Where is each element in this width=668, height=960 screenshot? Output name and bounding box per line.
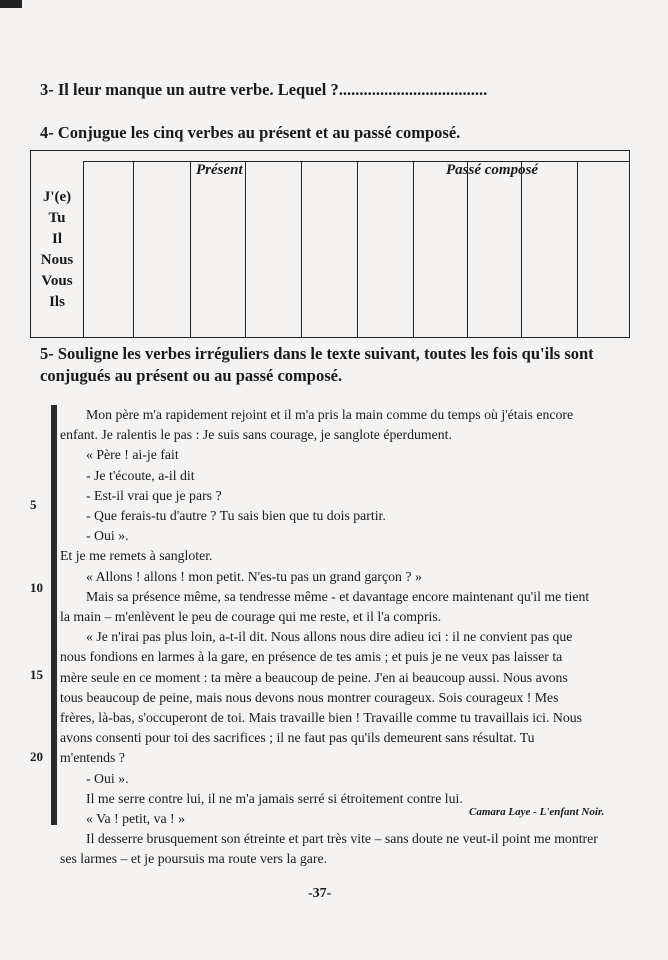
header-passe-compose: Passé composé: [446, 162, 539, 178]
passage-line: m'entends ?: [60, 750, 125, 766]
pronoun: Tu: [48, 210, 66, 226]
passage-line: tous beaucoup de peine, mais nous devons nous montrer courageux. Sois courageux ! Mes: [60, 689, 559, 705]
passage-line: Mon père m'a rapidement rejoint et il m'a pris la main comme du temps où j'étais encore: [86, 407, 574, 422]
passage-line: « Père ! ai-je fait: [86, 447, 179, 463]
passage-line: - Que ferais-tu d'autre ? Tu sais bien que tu dois partir.: [86, 508, 386, 524]
table-header-line: [83, 161, 629, 162]
question-5: 5- Souligne les verbes irréguliers dans le texte suivant, toutes les fois qu'ils sont conjugués au présent ou au passé composé.: [40, 344, 594, 385]
pronoun: Vous: [41, 273, 73, 289]
passage-margin-bar: [51, 405, 57, 825]
passage-line: avons consenti pour toi des sacrifices ; il ne faut pas qu'ils demeurent sans résultat. Tu: [60, 730, 535, 746]
line-number: 20: [30, 749, 43, 764]
passage-line: - Oui ».: [86, 528, 129, 544]
passage-line: Il me serre contre lui, il ne m'a jamais serré si étroitement contre lui.: [86, 790, 463, 806]
line-number: 15: [30, 667, 43, 682]
table-col-line: [83, 161, 84, 337]
passage-line: nous fondions en larmes à la gare, en présence de tes amis ; et puis je ne veux pas laisser ta: [60, 649, 563, 665]
conjugation-table: [30, 150, 630, 338]
table-col-line: [245, 161, 246, 337]
table-col-line: [521, 161, 522, 337]
table-col-line: [301, 161, 302, 337]
page-number: -37-: [308, 886, 332, 901]
table-col-line: [577, 161, 578, 337]
pronoun: Il: [51, 231, 62, 247]
citation: Camara Laye - L'enfant Noir.: [469, 806, 605, 818]
passage-line: - Est-il vrai que je pars ?: [86, 487, 222, 503]
table-col-line: [190, 161, 191, 337]
pronoun: Nous: [40, 252, 74, 268]
passage-line: mère seule en ce moment : ta mère a beaucoup de peine. J'en ai beaucoup aussi. Nous avons: [60, 669, 568, 685]
pronoun: Ils: [49, 294, 65, 310]
pronoun-list: [31, 187, 83, 313]
pronoun: J'(e): [42, 189, 72, 205]
line-number: 5: [30, 497, 37, 512]
reading-passage: [60, 405, 620, 870]
line-number: 10: [30, 580, 43, 595]
passage-line: - Je t'écoute, a-il dit: [86, 467, 195, 483]
header-present: Présent: [196, 162, 243, 178]
passage-line: enfant. Je ralentis le pas : Je suis sans courage, je sanglote éperdument.: [60, 427, 452, 443]
table-col-line: [133, 161, 134, 337]
table-col-line: [413, 161, 414, 337]
passage-line: « Va ! petit, va ! »: [86, 811, 185, 827]
passage-line: frères, là-bas, s'occuperont de toi. Mais travaille bien ! Travaille comme tu travaillais ici. Nous: [60, 710, 583, 726]
scan-corner-mark: [0, 0, 22, 8]
question-4: 4- Conjugue les cinq verbes au présent et au passé composé.: [40, 123, 461, 142]
passage-line: Et je me remets à sangloter.: [60, 548, 213, 564]
passage-line: Il desserre brusquement son étreinte et part très vite – sans doute ne veut-il point me montrer: [86, 831, 598, 847]
passage-line: « Je n'irai pas plus loin, a-t-il dit. Nous allons nous dire adieu ici : il ne convient pas que: [86, 629, 573, 645]
passage-line: ses larmes – et je poursuis ma route vers la gare.: [60, 851, 328, 867]
question-3: 3- Il leur manque un autre verbe. Lequel ?....................................: [40, 80, 488, 99]
passage-line: Mais sa présence même, sa tendresse même - et davantage encore maintenant qu'il me tient: [86, 588, 590, 604]
table-col-line: [357, 161, 358, 337]
table-col-line: [467, 161, 468, 337]
passage-line: la main – m'enlèvent le peu de courage qui me reste, et il l'a compris.: [60, 609, 442, 625]
passage-line: - Oui ».: [86, 770, 129, 786]
passage-line: « Allons ! allons ! mon petit. N'es-tu pas un grand garçon ? »: [86, 568, 422, 584]
